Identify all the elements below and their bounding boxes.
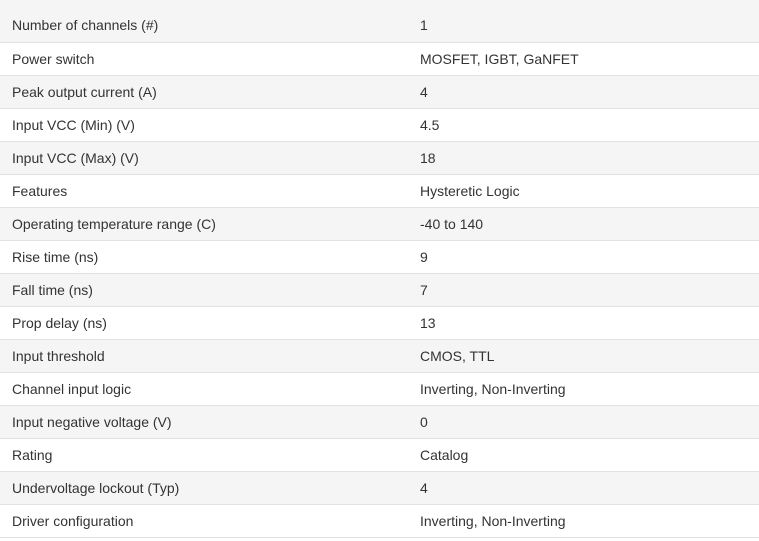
table-row [0,42,759,75]
parameter-name: Input VCC (Min) (V) [0,108,410,141]
table-row [0,108,759,141]
parametrics-table [0,9,759,538]
parameter-value: 9 [410,240,759,273]
parameter-value: 18 [410,141,759,174]
parameter-name: Number of channels (#) [0,9,410,42]
parameter-value: 4 [410,471,759,504]
parameter-name: Power switch [0,42,410,75]
parameter-name: Input negative voltage (V) [0,405,410,438]
table-row [0,339,759,372]
parameter-name: Channel input logic [0,372,410,405]
parameter-name: Input threshold [0,339,410,372]
table-row [0,438,759,471]
parameter-name: Rise time (ns) [0,240,410,273]
parameter-value: 7 [410,273,759,306]
parameter-name: Operating temperature range (C) [0,207,410,240]
table-row [0,405,759,438]
table-row [0,306,759,339]
parameter-value: 0 [410,405,759,438]
parameter-value: 13 [410,306,759,339]
parameter-value: Inverting, Non-Inverting [410,372,759,405]
parameter-name: Rating [0,438,410,471]
parameter-name: Features [0,174,410,207]
parameter-value: -40 to 140 [410,207,759,240]
parametrics-table-body [0,9,759,537]
table-row [0,372,759,405]
parameter-name: Fall time (ns) [0,273,410,306]
table-top-edge [0,0,759,9]
table-row [0,240,759,273]
parameter-value: 1 [410,9,759,42]
table-row [0,174,759,207]
table-row [0,9,759,42]
parameter-value: Hysteretic Logic [410,174,759,207]
parameter-name: Peak output current (A) [0,75,410,108]
parameter-value: Catalog [410,438,759,471]
table-row [0,207,759,240]
parameter-name: Input VCC (Max) (V) [0,141,410,174]
table-row [0,141,759,174]
table-row [0,504,759,537]
parameter-value: 4.5 [410,108,759,141]
parameter-name: Undervoltage lockout (Typ) [0,471,410,504]
parameter-name: Prop delay (ns) [0,306,410,339]
table-row [0,75,759,108]
parameter-value: Inverting, Non-Inverting [410,504,759,537]
table-row [0,471,759,504]
parameter-value: 4 [410,75,759,108]
parameter-name: Driver configuration [0,504,410,537]
table-row [0,273,759,306]
parameter-value: MOSFET, IGBT, GaNFET [410,42,759,75]
parameter-value: CMOS, TTL [410,339,759,372]
